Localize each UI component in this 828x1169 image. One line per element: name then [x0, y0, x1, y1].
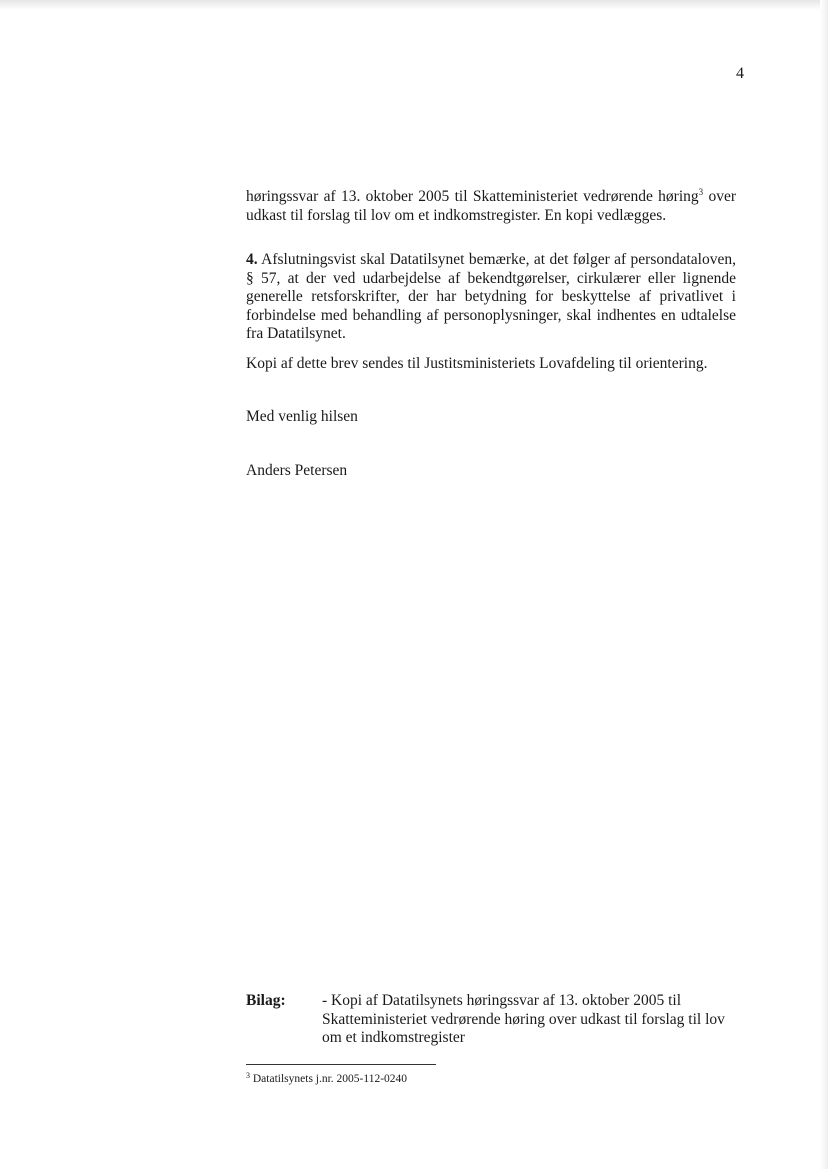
- scan-edge-right: [820, 0, 828, 1169]
- paragraph-number: 4.: [246, 251, 258, 268]
- attachment-label: Bilag:: [246, 992, 286, 1009]
- paragraph-1-text-end: over udkast til forslag til lov om et indkomstregister. En kopi vedlægges.: [246, 188, 736, 224]
- attachment-description: - Kopi af Datatilsynets høringssvar af 13. oktober 2005 til Skatteministeriet vedrørende høring over udkast til forslag til lov om et indkomstregister: [322, 992, 725, 1046]
- paragraph-copy-notice: Kopi af dette brev sendes til Justitsministeriets Lovafdeling til orientering.: [246, 355, 708, 372]
- footnote-divider: [246, 1064, 436, 1065]
- scan-edge-top: [0, 0, 828, 10]
- footnote-ref-mark: 3: [698, 187, 704, 197]
- footnote: [246, 1073, 407, 1085]
- paragraph-hearing-response: [246, 188, 736, 225]
- footnote-text: Datatilsynets j.nr. 2005-112-0240: [250, 1073, 408, 1085]
- paragraph-conclusion: [246, 251, 736, 344]
- paragraph-2-text: Afslutningsvist skal Datatilsynet bemærke, at det følger af persondataloven, § 57, at der ved udarbejdelse af bekendtgørelser, cirkulærer eller lignende generelle retsforskrifter, der har betydning for beskyttelse af privatlivet i forbindelse med behandling af personoplysninger, skal indhentes en udtalelse fra Datatilsynet.: [246, 251, 736, 342]
- closing-greeting: Med venlig hilsen: [246, 408, 358, 425]
- footnote-mark: 3: [246, 1071, 250, 1080]
- signature-name: Anders Petersen: [246, 462, 348, 479]
- page-number: 4: [736, 65, 744, 82]
- paragraph-1-text-start: høringssvar af 13. oktober 2005 til Skatteministeriet vedrørende høring: [246, 188, 699, 205]
